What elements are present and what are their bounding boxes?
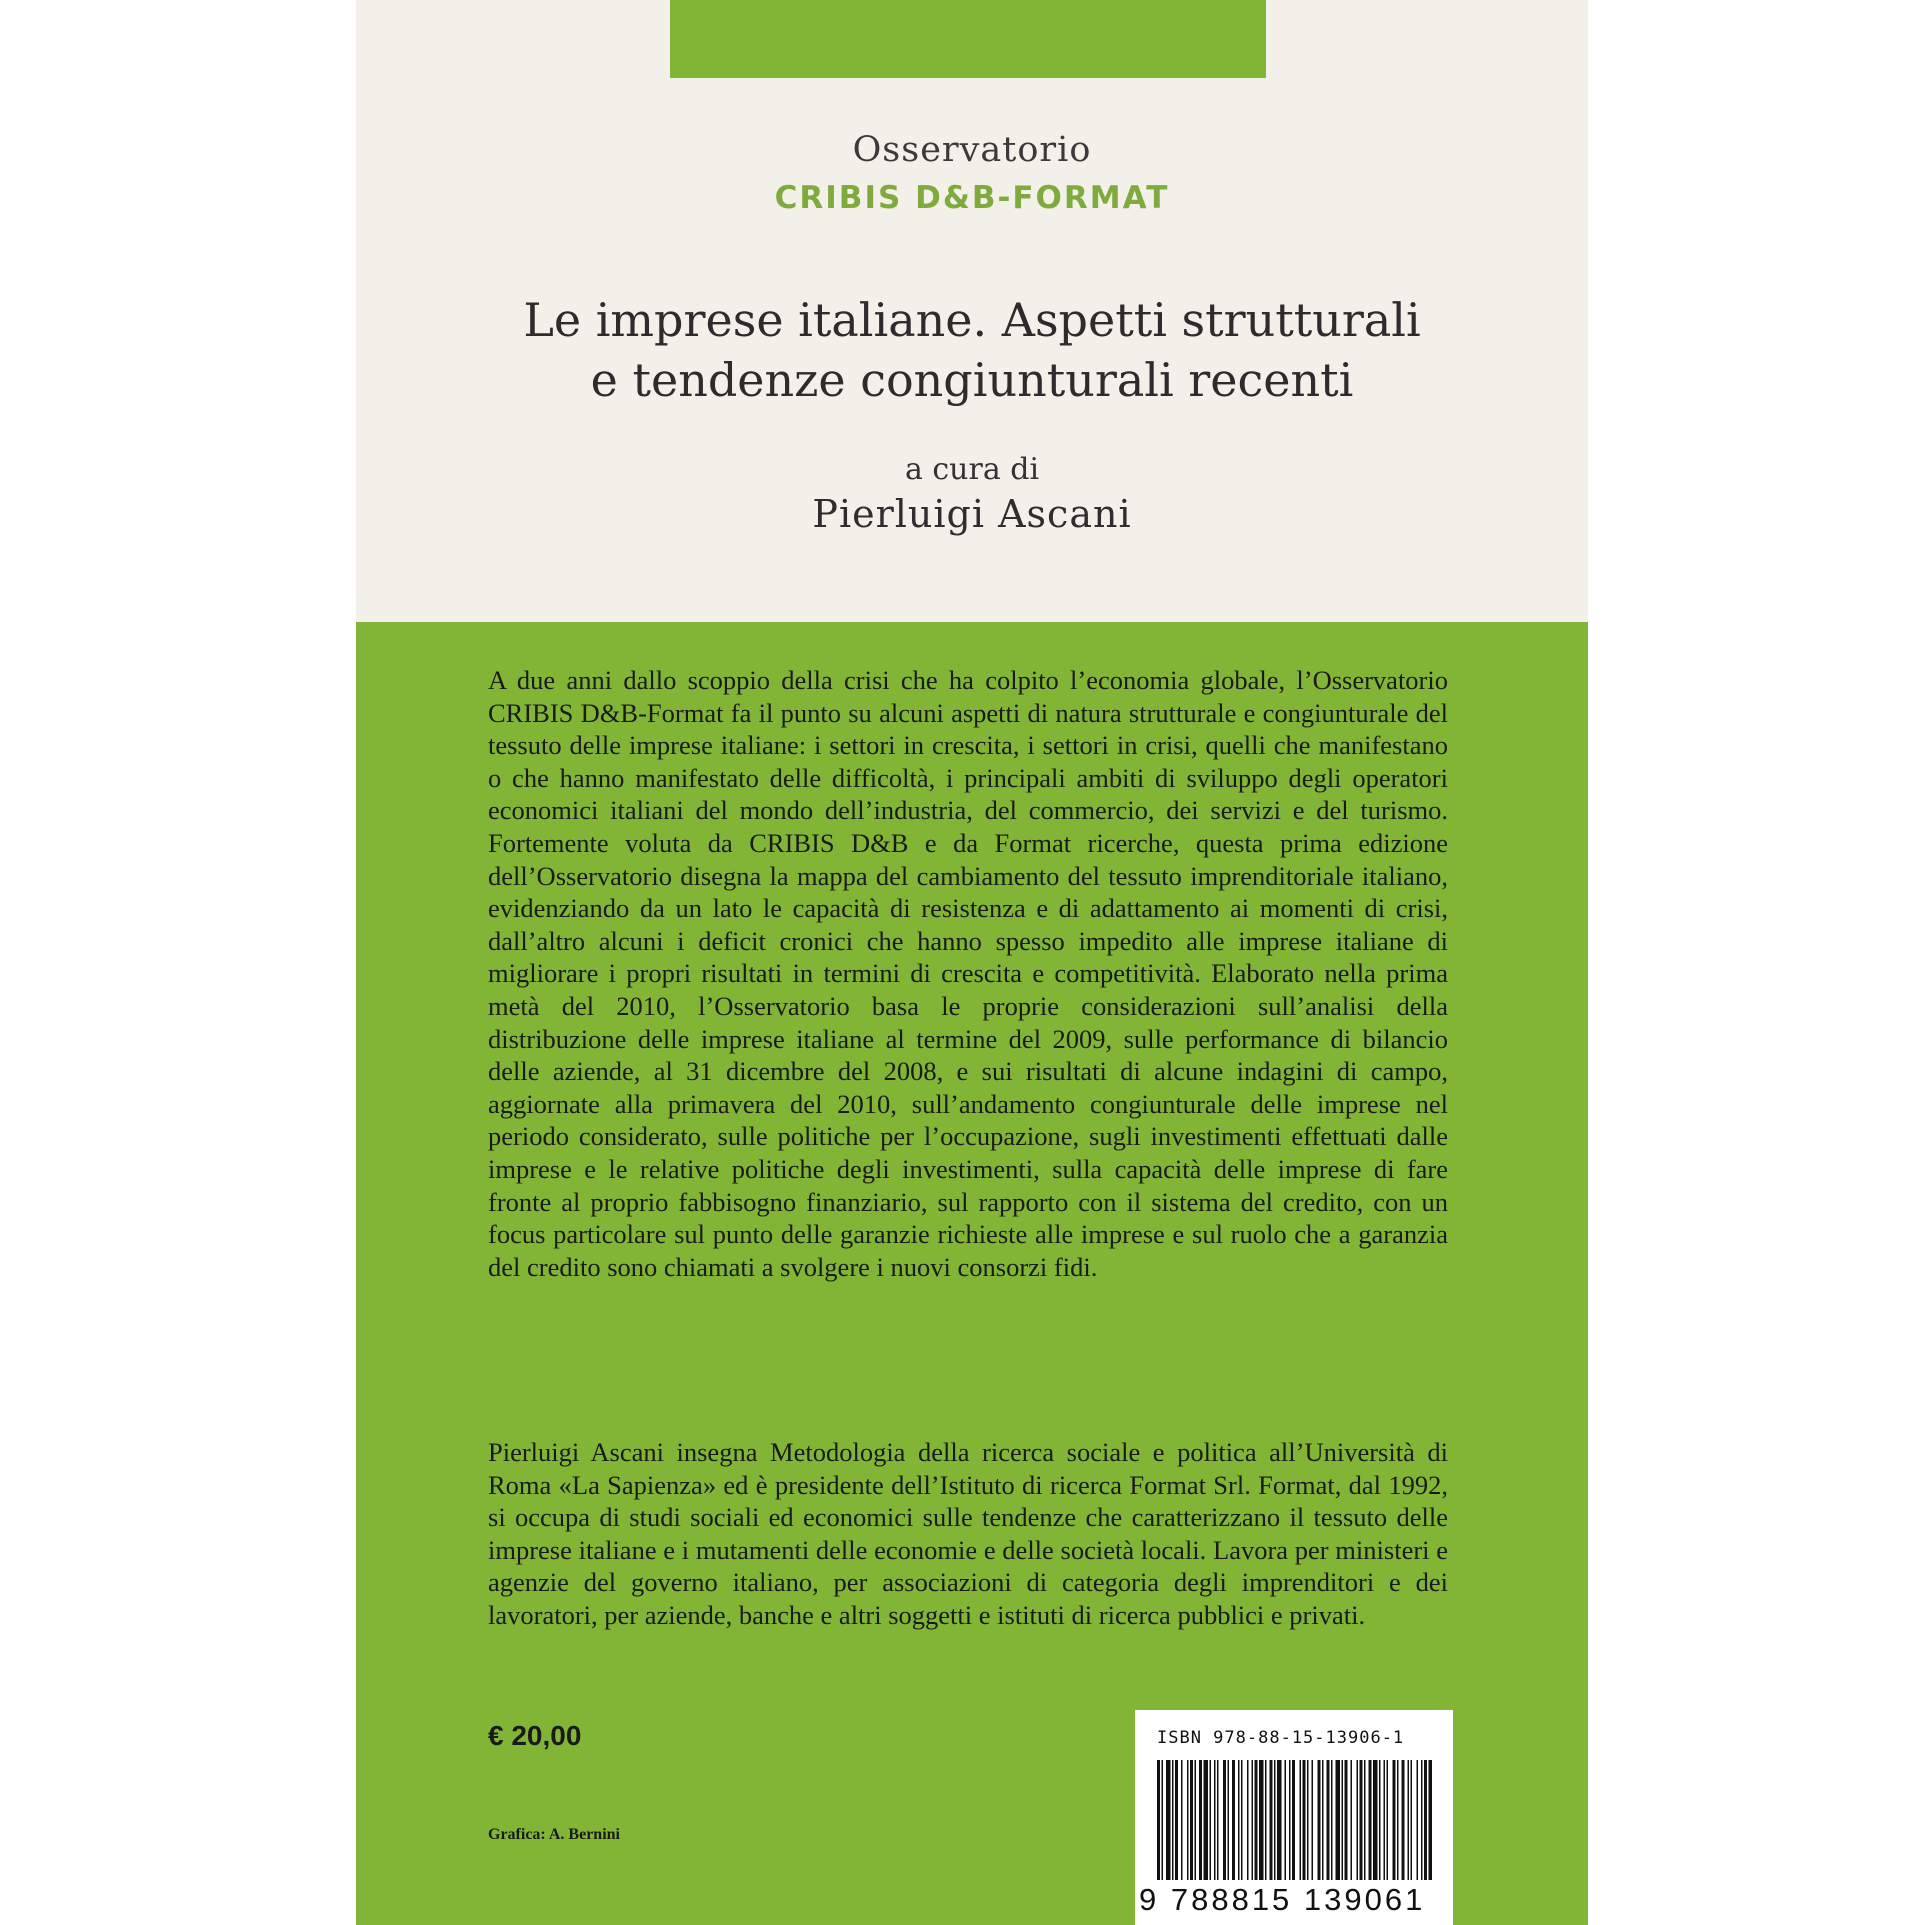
price-label: € 20,00 bbox=[488, 1720, 582, 1751]
author-bio: Pierluigi Ascani insegna Metodologia della ricerca sociale e politica all’Università di Roma «La Sapienza» ed è presidente dell’Istituto di ricerca Format Srl. Format, dal 1992, si occupa di studi sociali ed economici sulle tendenze che caratterizzano il tessuto delle imprese italiane e i mutamenti delle economie e delle società locali. Lavora per ministeri e agenzie del governo italiano, per associazioni di categoria degli imprenditori e dei lavoratori, per aziende, banche e altri soggetti e istituti di ricerca pubblici e privati. bbox=[488, 1437, 1448, 1630]
series-publisher: CRIBIS D&B-FORMAT bbox=[774, 180, 1170, 216]
series-name: Osservatorio bbox=[852, 130, 1092, 170]
graphic-credits: Grafica: A. Bernini bbox=[488, 1826, 620, 1843]
editor-label: a cura di bbox=[904, 452, 1040, 487]
isbn-number: ISBN 978-88-15-13906-1 bbox=[1157, 1728, 1405, 1748]
book-title bbox=[356, 290, 1588, 410]
top-green-band bbox=[670, 0, 1266, 78]
ean-digits: 9 788815 139061 bbox=[1139, 1882, 1426, 1917]
title-line-2: e tendenze congiunturali recenti bbox=[590, 353, 1354, 407]
barcode-panel bbox=[1135, 1710, 1453, 1925]
editor-name: Pierluigi Ascani bbox=[812, 492, 1132, 536]
book-description: A due anni dallo scoppio della crisi che ha colpito l’economia globale, l’Osservatorio CRIBIS D&B-Format fa il punto su alcuni aspetti di natura strutturale e congiunturale del tessuto delle imprese italiane: i settori in crescita, i settori in crisi, quelli che manifestano o che hanno manifestato delle difficoltà, i principali ambiti di sviluppo degli operatori economici italiani del mondo dell’industria, del commercio, dei servizi e del turismo. Fortemente voluta da CRIBIS D&B e da Format ricerche, questa prima edizione dell’Osservatorio disegna la mappa del cambiamento del tessuto imprenditoriale italiano, evidenziando da un lato le capacità di resistenza e di adattamento ai momenti di crisi, dall’altro alcuni i deficit cronici che hanno spesso impedito alle imprese italiane di migliorare i propri risultati in termini di crescita e competitività. Elaborato nella prima metà del 2010, l’Osservatorio basa le proprie considerazioni sull’analisi della distribuzione delle imprese italiane al termine del 2009, sulle performance di bilancio delle aziende, al 31 dicembre del 2008, e sui risultati di alcune indagini di campo, aggiornate alla primavera del 2010, sull’andamento congiunturale delle imprese nel periodo considerato, sulle politiche per l’occupazione, sugli investimenti effettuati dalle imprese e le relative politiche degli investimenti, sulla capacità delle imprese di fare fronte al proprio fabbisogno finanziario, sul rapporto con il sistema del credito, con un focus particolare sul punto delle garanzie richieste alle imprese e sul ruolo che a garanzia del credito sono chiamati a svolgere i nuovi consorzi fidi. bbox=[488, 665, 1448, 1282]
title-line-1: Le imprese italiane. Aspetti strutturali bbox=[523, 293, 1421, 347]
barcode-bars bbox=[1157, 1760, 1432, 1880]
